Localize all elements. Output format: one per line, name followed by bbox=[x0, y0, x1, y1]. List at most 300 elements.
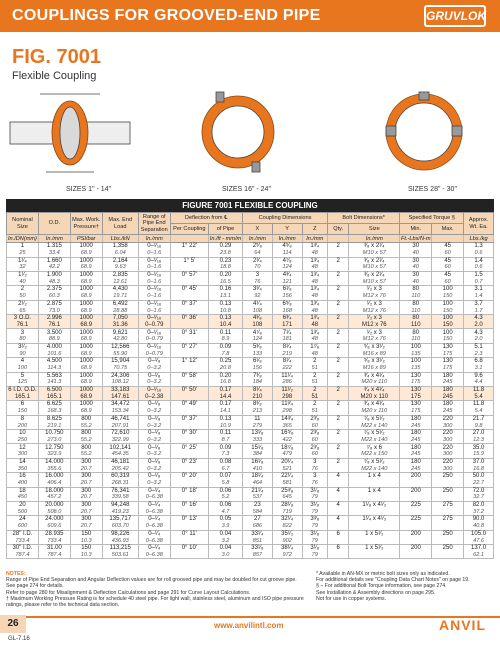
table-cell: 5.4 bbox=[464, 408, 494, 415]
table-row bbox=[7, 343, 494, 350]
table-cell: 0–¹⁄₄ bbox=[138, 487, 170, 494]
table-cell: 5 bbox=[7, 372, 39, 379]
table-cell: 121 bbox=[272, 279, 302, 286]
table-cell: 3³⁄₄ bbox=[243, 286, 273, 293]
table-cell: 686 bbox=[243, 523, 273, 530]
table-cell: 2 bbox=[328, 286, 349, 293]
table-cell: 3.0 bbox=[208, 552, 242, 559]
table-cell: 851 bbox=[243, 537, 273, 544]
table-cell: 2⁵⁄₈ bbox=[243, 243, 273, 250]
table-cell bbox=[349, 494, 400, 501]
table-cell: 2,835 bbox=[102, 271, 138, 278]
table-cell bbox=[328, 336, 349, 343]
table-cell: 0.25 bbox=[208, 358, 242, 365]
table-cell: 130 bbox=[432, 358, 464, 365]
table-row bbox=[7, 271, 494, 278]
table-cell: 16⁵⁄₈ bbox=[272, 430, 302, 437]
table-cell: 1³⁄₄ bbox=[302, 315, 328, 322]
table-row bbox=[7, 286, 494, 293]
table-cell: 0–0.79 bbox=[138, 336, 170, 343]
table-cell: 110 bbox=[400, 336, 432, 343]
table-cell: 1 x 4 bbox=[349, 473, 400, 480]
table-cell: 20¹⁄₄ bbox=[272, 458, 302, 465]
table-cell: 245 bbox=[432, 408, 464, 415]
table-cell: 0–¹⁄₈ bbox=[138, 372, 170, 379]
table-cell: 1000 bbox=[70, 257, 102, 264]
table-cell: 79 bbox=[302, 523, 328, 530]
footer-rule bbox=[0, 616, 500, 618]
table-cell: 18.8 bbox=[208, 264, 242, 271]
table-cell: 0.07 bbox=[208, 473, 242, 480]
table-cell: 0–¹⁄₈ bbox=[138, 444, 170, 451]
table-cell: 4 bbox=[328, 501, 349, 508]
table-cell: 16.8 bbox=[208, 379, 242, 386]
col-deflection: Deflection from ℄ bbox=[170, 213, 242, 224]
table-cell: 55.90 bbox=[102, 351, 138, 358]
table-cell: 70.75 bbox=[102, 365, 138, 372]
table-cell bbox=[328, 408, 349, 415]
table-cell: 48.3 bbox=[38, 279, 70, 286]
table-cell: 2.375 bbox=[38, 286, 70, 293]
table-cell: 5.563 bbox=[38, 372, 70, 379]
table-cell: 210 bbox=[243, 394, 273, 401]
table-cell: 406.4 bbox=[38, 480, 70, 487]
table-cell: 3¹⁄₈ bbox=[302, 501, 328, 508]
table-cell: 250 bbox=[432, 487, 464, 494]
table-cell: 5.1 bbox=[464, 343, 494, 350]
table-cell: 503.61 bbox=[102, 552, 138, 559]
table-cell: 3.9 bbox=[208, 523, 242, 530]
table-cell: 464 bbox=[243, 480, 273, 487]
table-cell: 1° 12' bbox=[170, 358, 208, 365]
table-cell: 2³⁄₄ bbox=[243, 257, 273, 264]
table-cell: 0° 10' bbox=[170, 545, 208, 552]
table-cell: 0° 37' bbox=[170, 415, 208, 422]
table-cell: M10 x 57 bbox=[349, 250, 400, 257]
table-cell: 150 bbox=[432, 293, 464, 300]
table-cell: 2 bbox=[328, 343, 349, 350]
table-cell: 787.4 bbox=[7, 552, 39, 559]
table-cell: 50.0 bbox=[464, 473, 494, 480]
table-cell: 175 bbox=[400, 379, 432, 386]
table-cell: 76.1 bbox=[7, 322, 39, 329]
table-cell: 1.5 bbox=[464, 271, 494, 278]
unit-cell: In./mm bbox=[302, 235, 328, 243]
table-cell: 245 bbox=[432, 379, 464, 386]
table-cell: 28.935 bbox=[38, 530, 70, 537]
table-cell: 68.9 bbox=[70, 365, 102, 372]
col-range-separation: Range of Pipe End Separation bbox=[138, 213, 170, 235]
table-cell: 15¹⁄₈ bbox=[243, 444, 273, 451]
table-cell: 33.4 bbox=[38, 250, 70, 257]
table-cell bbox=[328, 379, 349, 386]
table-cell: 5.8 bbox=[208, 480, 242, 487]
table-cell: M20 x 110 bbox=[349, 379, 400, 386]
unit-cell: PSI/bar bbox=[70, 235, 102, 243]
table-cell: 0.17 bbox=[208, 386, 242, 393]
table-cell: 60 bbox=[302, 422, 328, 429]
table-cell: 100 bbox=[400, 343, 432, 350]
table-cell: M16 x 89 bbox=[349, 365, 400, 372]
coupling-spec-table bbox=[6, 212, 494, 559]
col-nominal-size: Nominal Size bbox=[7, 213, 39, 235]
table-cell bbox=[170, 279, 208, 286]
table-cell: 902 bbox=[272, 537, 302, 544]
table-cell: 1000 bbox=[70, 329, 102, 336]
table-cell: 0–1.6 bbox=[138, 279, 170, 286]
banner-title: COUPLINGS FOR GROOVED-END PIPE bbox=[12, 7, 321, 24]
table-cell: 0° 36' bbox=[170, 315, 208, 322]
table-cell: 220 bbox=[432, 458, 464, 465]
table-cell: 114.3 bbox=[38, 365, 70, 372]
table-cell: 76,341 bbox=[102, 487, 138, 494]
table-cell: 2¹⁄₂ bbox=[7, 300, 39, 307]
table-row-group bbox=[7, 430, 494, 444]
table-row bbox=[7, 545, 494, 552]
table-cell: 100 bbox=[400, 358, 432, 365]
table-cell: 171 bbox=[272, 322, 302, 329]
table-cell: 0° 13' bbox=[170, 516, 208, 523]
table-cell: 3¹⁄₈ bbox=[302, 530, 328, 537]
side-note: § – For additional Bolt Torque information, see page 274. bbox=[316, 583, 447, 590]
table-cell: 12 bbox=[7, 444, 39, 451]
table-cell: 72,610 bbox=[102, 430, 138, 437]
table-cell: 8¹⁄₄ bbox=[272, 343, 302, 350]
table-row bbox=[7, 422, 494, 429]
table-row bbox=[7, 480, 494, 487]
table-cell: 108 bbox=[243, 307, 273, 314]
table-cell: 0.13 bbox=[208, 315, 242, 322]
table-cell: 0.06 bbox=[208, 501, 242, 508]
table-cell: 175 bbox=[432, 365, 464, 372]
table-cell bbox=[170, 451, 208, 458]
table-cell: 65 bbox=[7, 307, 39, 314]
table-cell: 3¹⁄₈ bbox=[302, 487, 328, 494]
table-cell: 3³⁄₈ bbox=[302, 516, 328, 523]
table-cell bbox=[400, 537, 432, 544]
table-cell: 79 bbox=[302, 552, 328, 559]
table-cell: 18¹⁄₄ bbox=[243, 473, 273, 480]
table-cell: 22¹⁄₄ bbox=[272, 473, 302, 480]
table-cell bbox=[400, 552, 432, 559]
table-row bbox=[7, 329, 494, 336]
table-cell: 0.29 bbox=[208, 243, 242, 250]
table-cell: 0° 58' bbox=[170, 372, 208, 379]
table-cell: 150 bbox=[432, 336, 464, 343]
table-cell: 2 bbox=[328, 386, 349, 393]
table-cell: 500 bbox=[7, 509, 39, 516]
table-cell bbox=[349, 537, 400, 544]
table-cell: 0–¹⁄₈ bbox=[138, 358, 170, 365]
table-cell: 100 bbox=[432, 286, 464, 293]
table-cell: 800 bbox=[70, 444, 102, 451]
table-cell: 34,472 bbox=[102, 401, 138, 408]
table-cell: 205.42 bbox=[102, 466, 138, 473]
col-of-pipe: of Pipe bbox=[208, 224, 242, 235]
table-cell: 8³⁄₈ bbox=[243, 401, 273, 408]
table-cell: 8¹⁄₄ bbox=[243, 386, 273, 393]
table-cell bbox=[432, 537, 464, 544]
table-cell: 200 bbox=[400, 530, 432, 537]
side-note: For additional details see "Coupling Data Chart Notes" on page 19. bbox=[316, 577, 470, 584]
table-cell: 0.20 bbox=[208, 271, 242, 278]
table-cell bbox=[328, 264, 349, 271]
unit-cell: In./mm bbox=[272, 235, 302, 243]
table-cell: 11.8 bbox=[464, 401, 494, 408]
table-cell: 70 bbox=[243, 264, 273, 271]
table-row-group bbox=[7, 458, 494, 472]
table-cell: 3 bbox=[243, 271, 273, 278]
table-row-group bbox=[7, 315, 494, 329]
table-cell: 0–¹⁄₁₆ bbox=[138, 386, 170, 393]
table-cell: 21.7 bbox=[464, 415, 494, 422]
table-cell: 124 bbox=[243, 336, 273, 343]
coupling-diagrams bbox=[0, 86, 500, 182]
table-cell: 298 bbox=[272, 394, 302, 401]
table-cell: ⁷⁄₈ x 6 bbox=[349, 444, 400, 451]
table-cell bbox=[328, 307, 349, 314]
table-cell: 180 bbox=[400, 458, 432, 465]
table-cell: 323.9 bbox=[38, 451, 70, 458]
table-cell: 27 bbox=[243, 516, 273, 523]
table-cell: 98,226 bbox=[102, 530, 138, 537]
table-cell bbox=[170, 264, 208, 271]
table-cell: M22 x 140 bbox=[349, 422, 400, 429]
table-cell: 135 bbox=[400, 351, 432, 358]
table-cell: 0–3.2 bbox=[138, 466, 170, 473]
table-cell: 0–¹⁄₄ bbox=[138, 530, 170, 537]
table-cell: 0–1.6 bbox=[138, 293, 170, 300]
note-line: † Maximum Working Pressure Rating is for schedule 40 steel pipe. For light wall, stainless steel, aluminum and ISO pipe pressure ratings, please refer to the technical data section. bbox=[6, 595, 304, 609]
table-cell: 30" I.D. bbox=[7, 545, 39, 552]
table-row bbox=[7, 509, 494, 516]
table-cell: 1000 bbox=[70, 271, 102, 278]
table-cell: 2 bbox=[328, 257, 349, 264]
table-cell: 0–3.2 bbox=[138, 480, 170, 487]
table-cell: 422 bbox=[272, 437, 302, 444]
website-link[interactable]: www.anvilintl.com bbox=[214, 621, 284, 630]
table-cell bbox=[170, 480, 208, 487]
table-cell: 339.58 bbox=[102, 494, 138, 501]
table-cell: 30 bbox=[400, 271, 432, 278]
table-cell bbox=[170, 307, 208, 314]
table-cell: ⁷⁄₈ x 5¹⁄₂ bbox=[349, 458, 400, 465]
table-cell: 60 bbox=[432, 250, 464, 257]
table-cell: 180 bbox=[432, 372, 464, 379]
table-cell: 0–¹⁄₁₆ bbox=[138, 329, 170, 336]
unit-cell: In./mm bbox=[243, 235, 273, 243]
table-cell: 12.3 bbox=[464, 437, 494, 444]
table-cell: 0–¹⁄₁₆ bbox=[138, 286, 170, 293]
col-per-coupling: Per Coupling bbox=[170, 224, 208, 235]
table-cell: 0–6.38 bbox=[138, 509, 170, 516]
table-cell bbox=[400, 509, 432, 516]
figure-number: FIG. 7001 bbox=[12, 46, 101, 68]
table-cell: 245 bbox=[400, 466, 432, 473]
table-cell: 200 bbox=[400, 473, 432, 480]
table-cell: 1.3 bbox=[464, 243, 494, 250]
table-cell: 1000 bbox=[70, 286, 102, 293]
table-row-group bbox=[7, 343, 494, 357]
table-row-group bbox=[7, 257, 494, 271]
table-cell: 0.09 bbox=[208, 444, 242, 451]
table-cell: 80 bbox=[400, 286, 432, 293]
col-y: Y bbox=[272, 224, 302, 235]
table-row bbox=[7, 415, 494, 422]
table-row bbox=[7, 264, 494, 271]
table-cell: 1000 bbox=[70, 300, 102, 307]
table-cell: 4.3 bbox=[464, 329, 494, 336]
table-cell: 150 bbox=[432, 307, 464, 314]
table-cell: 15,904 bbox=[102, 358, 138, 365]
col-torque-max: Max. bbox=[432, 224, 464, 235]
anvil-logo: ANVIL bbox=[439, 617, 486, 633]
table-cell: 0.6 bbox=[464, 250, 494, 257]
table-cell: 10.750 bbox=[38, 430, 70, 437]
table-cell: 2.3 bbox=[464, 351, 494, 358]
table-cell: 275 bbox=[432, 501, 464, 508]
table-cell: 4.500 bbox=[38, 358, 70, 365]
table-cell bbox=[328, 552, 349, 559]
unit-cell: Lbs./kg bbox=[464, 235, 494, 243]
table-cell: 82.0 bbox=[464, 501, 494, 508]
table-cell: 0–3.2 bbox=[138, 437, 170, 444]
table-cell bbox=[170, 523, 208, 530]
table-cell: 46,181 bbox=[102, 458, 138, 465]
table-cell bbox=[400, 494, 432, 501]
table-cell: 88.9 bbox=[38, 336, 70, 343]
table-cell: 2.0 bbox=[464, 336, 494, 343]
table-cell: 48 bbox=[302, 307, 328, 314]
table-cell: 0–6.38 bbox=[138, 494, 170, 501]
table-cell: 64 bbox=[243, 250, 273, 257]
table-cell: 645 bbox=[272, 494, 302, 501]
table-cell: 4.7 bbox=[208, 509, 242, 516]
table-cell bbox=[170, 408, 208, 415]
note-line: Range of Pipe End Separation and Angular Deflection values are for roll grooved pipe and may be doubled for cut groove pipe. See page 274 for details. bbox=[6, 577, 297, 590]
table-cell: 0.04 bbox=[208, 545, 242, 552]
table-cell: 130 bbox=[400, 386, 432, 393]
table-cell: 3¹⁄₈ bbox=[302, 545, 328, 552]
table-cell: 11¹⁄₂ bbox=[272, 386, 302, 393]
side-notes bbox=[316, 571, 494, 602]
table-cell: 48 bbox=[302, 279, 328, 286]
table-cell: 6³⁄₄ bbox=[272, 315, 302, 322]
table-cell: 1° 5' bbox=[170, 257, 208, 264]
table-row-group bbox=[7, 530, 494, 544]
table-cell: 0–1.6 bbox=[138, 307, 170, 314]
table-cell: 0–6.38 bbox=[138, 537, 170, 544]
table-cell: 207.91 bbox=[102, 422, 138, 429]
table-cell: 33¹⁄₈ bbox=[243, 545, 273, 552]
table-cell: 1 bbox=[7, 243, 39, 250]
table-cell: 1000 bbox=[70, 372, 102, 379]
table-cell: 133 bbox=[243, 351, 273, 358]
table-cell bbox=[349, 480, 400, 487]
table-cell: 2 bbox=[7, 286, 39, 293]
table-cell: 0–¹⁄₁₆ bbox=[138, 243, 170, 250]
size-label-small: SIZES 1" - 14" bbox=[66, 186, 112, 193]
table-cell: 450 bbox=[7, 494, 39, 501]
table-cell: 90.0 bbox=[464, 516, 494, 523]
table-cell: 581 bbox=[272, 480, 302, 487]
table-cell: 0.11 bbox=[208, 329, 242, 336]
table-cell: 457.2 bbox=[38, 494, 70, 501]
table-cell: 14.1 bbox=[208, 408, 242, 415]
table-cell: 0–¹⁄₁₆ bbox=[138, 257, 170, 264]
table-cell bbox=[170, 552, 208, 559]
table-row bbox=[7, 466, 494, 473]
table-cell: ¹⁄₂ x 3 bbox=[349, 286, 400, 293]
table-cell: 76 bbox=[243, 279, 273, 286]
table-cell: 4⁷⁄₈ bbox=[272, 257, 302, 264]
table-cell: 245 bbox=[432, 394, 464, 401]
table-cell: 0° 30' bbox=[170, 430, 208, 437]
table-cell: 3.1 bbox=[464, 286, 494, 293]
table-cell bbox=[328, 279, 349, 286]
table-cell: 147.61 bbox=[102, 394, 138, 401]
table-cell: 800 bbox=[70, 415, 102, 422]
table-row bbox=[7, 401, 494, 408]
table-cell bbox=[170, 466, 208, 473]
table-cell: 300 bbox=[7, 451, 39, 458]
table-cell: 90 bbox=[7, 351, 39, 358]
table-cell bbox=[170, 336, 208, 343]
table-row-group bbox=[7, 444, 494, 458]
table-cell: 10 bbox=[7, 430, 39, 437]
table-cell: M22 x 140 bbox=[349, 466, 400, 473]
table-cell: 6 bbox=[7, 401, 39, 408]
table-cell: 37.0 bbox=[464, 458, 494, 465]
table-cell: 0° 50' bbox=[170, 386, 208, 393]
table-cell bbox=[328, 394, 349, 401]
table-row bbox=[7, 430, 494, 437]
table-cell: 12.61 bbox=[102, 279, 138, 286]
table-cell: 0° 49' bbox=[170, 401, 208, 408]
table-cell: 1⁷⁄₈ bbox=[302, 343, 328, 350]
table-cell: 2 bbox=[302, 372, 328, 379]
table-cell: 105.0 bbox=[464, 530, 494, 537]
table-row bbox=[7, 372, 494, 379]
table-row bbox=[7, 257, 494, 264]
table-row-group bbox=[7, 401, 494, 415]
table-row bbox=[7, 487, 494, 494]
table-cell: 137.0 bbox=[464, 545, 494, 552]
notes bbox=[6, 571, 306, 608]
table-cell: 40 bbox=[400, 264, 432, 271]
table-row-group bbox=[7, 473, 494, 487]
table-cell: 0° 11' bbox=[170, 530, 208, 537]
table-cell: 0° 31' bbox=[170, 329, 208, 336]
table-cell: 6,492 bbox=[102, 300, 138, 307]
table-cell: 0.05 bbox=[208, 516, 242, 523]
table-cell: 7,050 bbox=[102, 315, 138, 322]
table-cell: 1000 bbox=[70, 343, 102, 350]
table-cell: 1¹⁄₄ x 4¹⁄₂ bbox=[349, 516, 400, 523]
table-row bbox=[7, 408, 494, 415]
table-cell: 0–3.2 bbox=[138, 379, 170, 386]
table-cell: 1.660 bbox=[38, 257, 70, 264]
table-cell: 521 bbox=[272, 466, 302, 473]
table-cell: 279 bbox=[243, 422, 273, 429]
table-cell: 3 bbox=[302, 473, 328, 480]
table-row bbox=[7, 293, 494, 300]
table-cell bbox=[170, 351, 208, 358]
table-cell: 1³⁄₄ bbox=[302, 243, 328, 250]
table-cell: 32¹⁄₄ bbox=[272, 516, 302, 523]
table-row bbox=[7, 473, 494, 480]
table-cell: 7.3 bbox=[208, 451, 242, 458]
